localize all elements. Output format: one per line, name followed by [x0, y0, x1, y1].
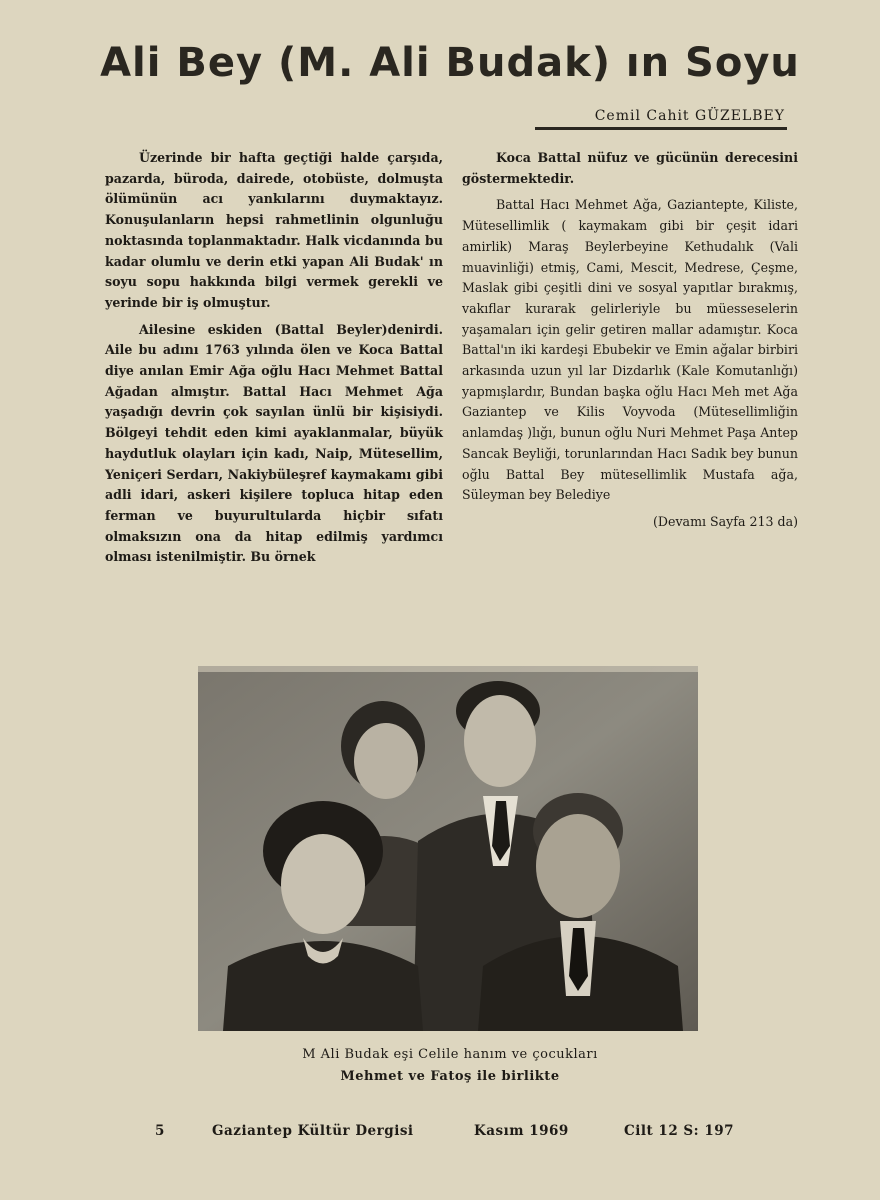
issue-date: Kasım 1969 — [474, 1123, 569, 1139]
article-title: Ali Bey (M. Ali Budak) ın Soyu — [100, 40, 800, 86]
article-author: Cemil Cahit GÜZELBEY — [594, 108, 785, 124]
caption-line: M Ali Budak eşi Celile hanım ve çocukları — [302, 1047, 598, 1062]
paragraph: Battal Hacı Mehmet Ağa, Gaziantepte, Kiliste, Mütesellimlik ( kaymakam gibi bir çeşit idari amirlik) Maraş Beylerbeyine Kethudalık (Vali muavinliği) etmiş, Cami, Mescit, Medrese, Çeşme, Maslak gibi çeşitli dini ve sosyal yapıtlar bırakmış, vakıflar kurarak gelirleriyle bu müesseselerin yaşamaları için gelir getiren mallar adamıştır. Koca Battal'ın iki kardeşi Ebubekir ve Emin ağalar birbiri arkasında uzun yıl lar Dizdarlık (Kale Komutanlığı) yapmışlardır, Bundan başka oğlu Hacı Meh met Ağa Gaziantep ve Kilis Voyvoda (Mütesellimliğin anlamdaş )lığı, bunun oğlu Nuri Mehmet Paşa Antep Sancak Beyliği, torunlarından Hacı Sadık bey bunun oğlu Battal Bey mütesellimlik Mustafa ağa, Süleyman bey Belediye — [462, 197, 798, 503]
caption-line: Mehmet ve Fatoş ile birlikte — [340, 1069, 560, 1084]
page-number: 5 — [155, 1123, 165, 1139]
continued-note: (Devamı Sayfa 213 da) — [652, 513, 798, 529]
photo-caption — [200, 1044, 700, 1088]
paragraph: Ailesine eskiden (Battal Beyler)denirdi. Aile bu adını 1763 yılında ölen ve Koca Battal diye anılan Emir Ağa oğlu Hacı Mehmet Battal Ağadan almıştır. Battal Hacı Mehmet Ağa yaşadığı devrin çok sayılan ünlü bir kişisiydi. Bölgeyi tehdit eden kimi ayaklanmalar, büyük haydutluk olayları için kadı, Naip, Mütesellim, Yeniçeri Serdarı, Nakiybüleşref kaymakamı gibi adli idari, askeri kişilere topluca hitap eden ferman ve buyurultularda hiçbir sıfatı olmaksızın ona da hitap edilmiş yardımcı olması istenilmiştir. Bu örnek — [105, 321, 443, 565]
author-underline — [535, 127, 787, 130]
paragraph: Koca Battal nüfuz ve gücünün derecesini göstermektedir. — [462, 150, 798, 186]
publication-name: Gaziantep Kültür Dergisi — [212, 1123, 414, 1139]
family-photo-image — [198, 666, 698, 1031]
paragraph: Üzerinde bir hafta geçtiği halde çarşıda, pazarda, büroda, dairede, otobüste, dolmuşta ölümünün acı yankılarını duymaktayız. Konuşulanların hepsi rahmetlinin olgunluğu noktasında toplanmaktadır. Halk vicdanında bu kadar olumlu ve derin etki yapan Ali Budak' ın soyu sopu hakkında bilgi vermek gerekli ve yerinde bir iş olmuştur. — [105, 150, 443, 310]
text-column-left — [105, 148, 443, 574]
family-photo — [198, 666, 698, 1031]
text-column-right — [462, 148, 798, 539]
volume-number: Cilt 12 S: 197 — [624, 1123, 735, 1139]
